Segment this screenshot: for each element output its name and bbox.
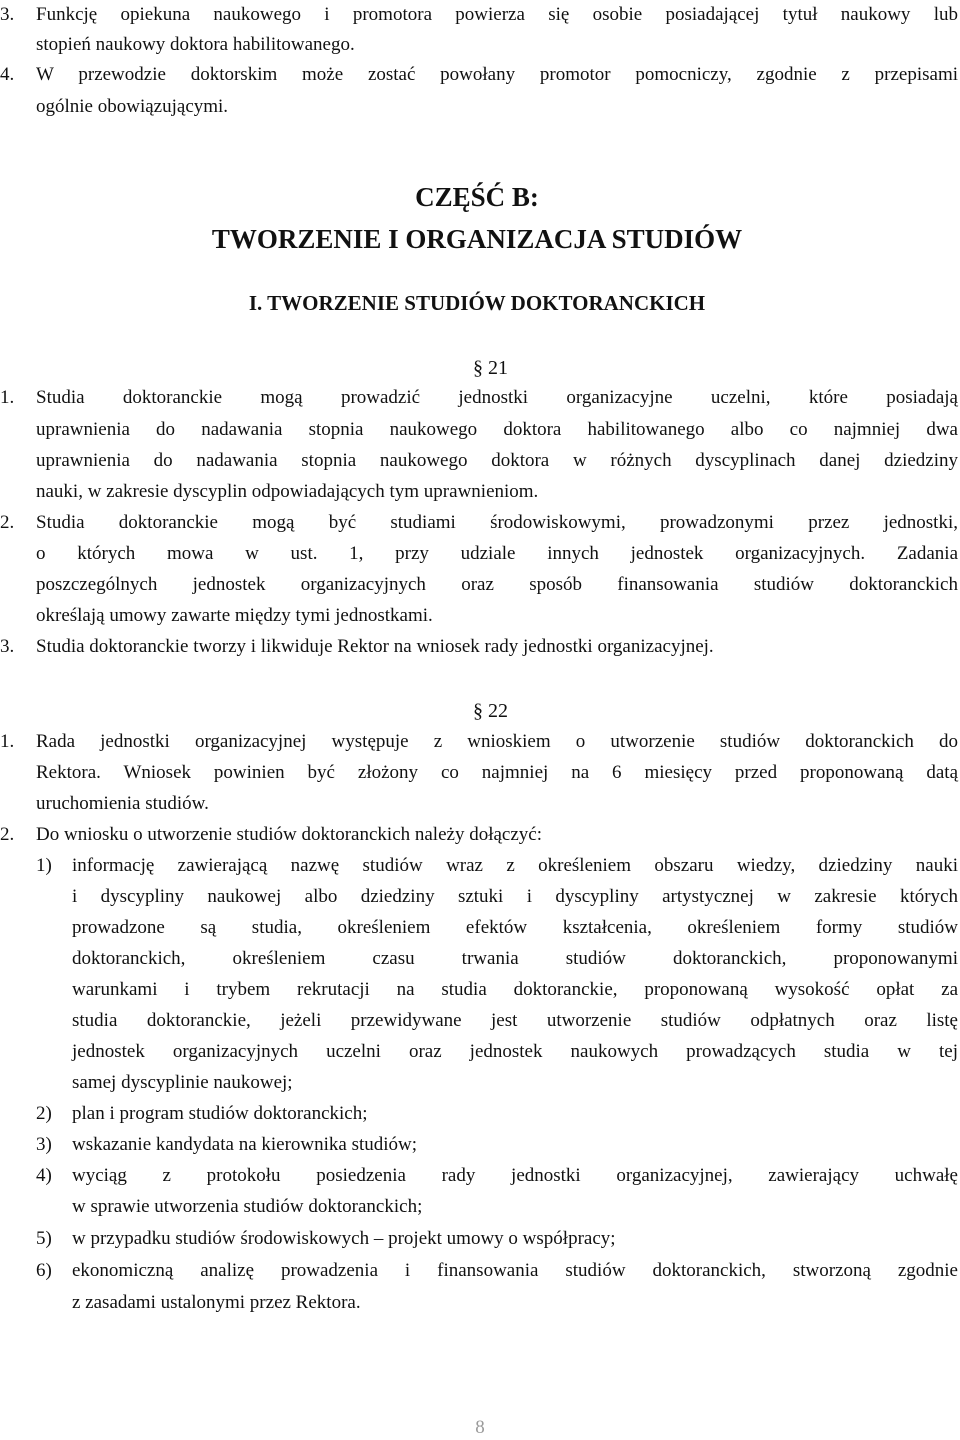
list-item: 2. Do wniosku o utworzenie studiów doktoranckich należy dołączyć: — [0, 824, 542, 845]
list-item: 2. Studia doktoranckie mogą być studiami środowiskowymi, prowadzonymi przez jednostki, — [0, 512, 958, 533]
page-number: 8 — [475, 1417, 485, 1438]
text-line: studia doktoranckie, jeżeli przewidywane jest utworzenie studiów odpłatnych oraz listę — [72, 1010, 958, 1031]
text-line: poszczególnych jednostek organizacyjnych oraz sposób finansowania studiów doktoranckich — [36, 574, 958, 595]
list-item: 1. Rada jednostki organizacyjnej występuje z wnioskiem o utworzenie studiów doktoranckich do — [0, 731, 958, 752]
part-heading: CZĘŚĆ B: — [415, 182, 539, 212]
text-line: jednostek organizacyjnych uczelni oraz jednostek naukowych prowadzących studia w tej — [72, 1041, 958, 1062]
section-sign-icon: § — [473, 357, 483, 379]
text-line: uprawnienia do nadawania stopnia naukowego doktora habilitowanego albo co najmniej dwa — [36, 419, 958, 440]
text-line: o których mowa w ust. 1, przy udziale innych jednostek organizacyjnych. Zadania — [36, 543, 958, 564]
paragraph-22-heading: § 22 — [473, 700, 508, 722]
sub-list-item: 4) wyciąg z protokołu posiedzenia rady jednostki organizacyjnej, zawierający uchwałę — [36, 1165, 958, 1186]
text-line: stopień naukowy doktora habilitowanego. — [36, 34, 355, 55]
text-line: uprawnienia do nadawania stopnia naukowego doktora w różnych dyscyplinach danej dziedziny — [36, 450, 958, 471]
text-line: uruchomienia studiów. — [36, 793, 209, 814]
sub-list-item: 5) w przypadku studiów środowiskowych – projekt umowy o współpracy; — [36, 1228, 616, 1249]
text-line: z zasadami ustalonymi przez Rektora. — [72, 1292, 361, 1313]
text-line: określają umowy zawarte między tymi jednostkami. — [36, 605, 433, 626]
text-line: Rektora. Wniosek powinien być złożony co najmniej na 6 miesięcy przed proponowaną datą — [36, 762, 958, 783]
section-sign-icon: § — [473, 700, 483, 722]
sub-list-item: 2) plan i program studiów doktoranckich; — [36, 1103, 368, 1124]
sub-list-item: 1) informację zawierającą nazwę studiów wraz z określeniem obszaru wiedzy, dziedziny nauki — [36, 855, 958, 876]
list-item: 3. Studia doktoranckie tworzy i likwiduje Rektor na wniosek rady jednostki organizacyjnej. — [0, 636, 714, 657]
list-item: 1. Studia doktoranckie mogą prowadzić jednostki organizacyjne uczelni, które posiadają — [0, 387, 958, 408]
text-line: ogólnie obowiązującymi. — [36, 96, 229, 117]
section-heading: I. TWORZENIE STUDIÓW DOKTORANCKICH — [248, 291, 706, 315]
list-item: 4. W przewodzie doktorskim może zostać powołany promotor pomocniczy, zgodnie z przepisami — [0, 64, 958, 85]
text-line: warunkami i trybem rekrutacji na studia doktoranckie, proponowaną wysokość opłat za — [72, 979, 958, 1000]
text-line: prowadzone są studia, określeniem efektów kształcenia, określeniem formy studiów — [72, 917, 958, 938]
sub-list-item: 3) wskazanie kandydata na kierownika studiów; — [36, 1134, 418, 1155]
part-title: TWORZENIE I ORGANIZACJA STUDIÓW — [211, 224, 743, 254]
text-line: doktoranckich, określeniem czasu trwania studiów doktoranckich, proponowanymi — [72, 948, 958, 969]
sub-list-item: 6) ekonomiczną analizę prowadzenia i finansowania studiów doktoranckich, stworzoną zgodnie — [36, 1260, 958, 1281]
text-line: nauki, w zakresie dyscyplin odpowiadających tym uprawnieniom. — [36, 481, 539, 502]
text-line: w sprawie utworzenia studiów doktoranckich; — [72, 1196, 423, 1217]
list-item: 3. Funkcję opiekuna naukowego i promotora powierza się osobie posiadającej tytuł naukowy lub — [0, 4, 958, 25]
text-line: samej dyscyplinie naukowej; — [72, 1072, 293, 1093]
text-line: i dyscypliny naukowej albo dziedziny sztuki i dyscypliny artystycznej w zakresie których — [72, 886, 958, 907]
paragraph-21-heading: § 21 — [473, 357, 508, 379]
